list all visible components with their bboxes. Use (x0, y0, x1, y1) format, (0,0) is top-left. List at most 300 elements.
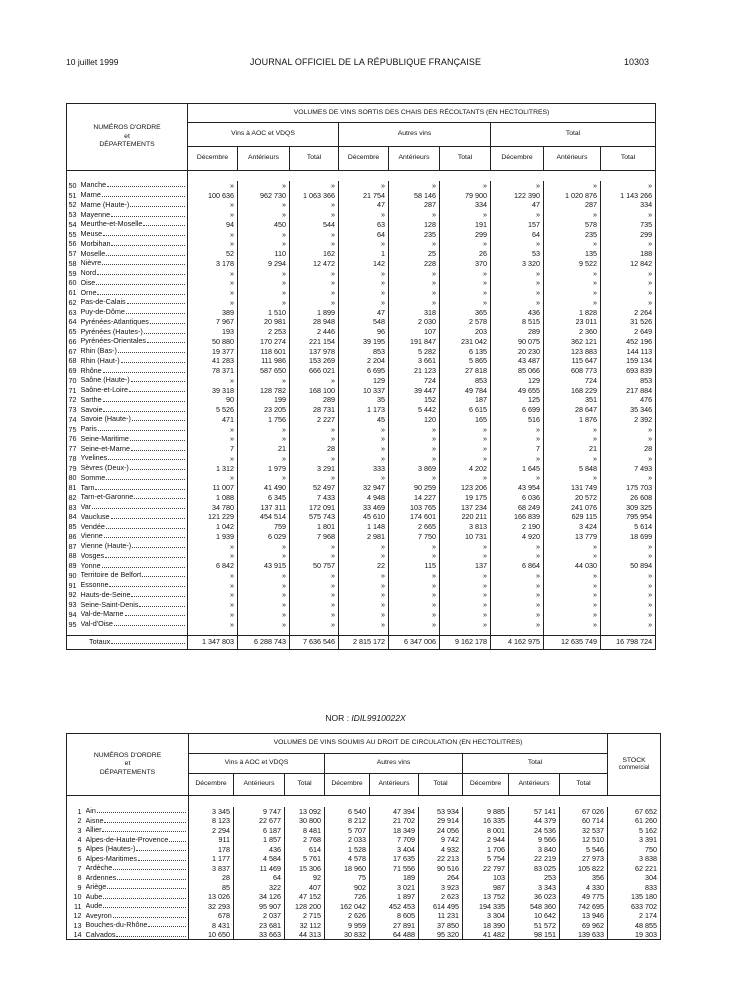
value-cell: 43 487 (491, 356, 544, 366)
value-cell: 103 765 (389, 502, 440, 512)
value-cell: » (339, 434, 389, 444)
leader-dots (139, 606, 185, 607)
sub-header: Décembre (339, 147, 389, 171)
department-name (79, 395, 188, 405)
value-cell: 902 (325, 883, 370, 893)
table-row (67, 288, 656, 298)
value-cell: » (238, 424, 290, 434)
value-cell: 452 196 (601, 337, 656, 347)
value-cell: 235 (544, 229, 601, 239)
table-row (67, 911, 661, 921)
value-cell: » (491, 600, 544, 610)
value-cell: 85 066 (491, 366, 544, 376)
sub-header: Décembre (189, 774, 234, 796)
row-number: 4 (77, 835, 82, 845)
value-cell: » (601, 551, 656, 561)
value-cell: 7 750 (389, 532, 440, 542)
value-cell: 241 076 (544, 502, 601, 512)
value-cell: » (238, 298, 290, 308)
value-cell: » (290, 610, 339, 620)
value-cell: » (238, 551, 290, 561)
department-name (79, 571, 188, 581)
leader-dots (142, 576, 185, 577)
leader-dots (103, 401, 185, 402)
value-cell: 9 747 (234, 807, 285, 817)
department-label: Pyrénées-Atlantiques (80, 317, 149, 326)
value-cell: 5 865 (440, 356, 491, 366)
value-cell: » (188, 288, 238, 298)
leader-dots (111, 245, 185, 246)
table-row (67, 873, 661, 883)
value-cell: 20 981 (238, 317, 290, 327)
value-cell: » (290, 288, 339, 298)
value-cell: 152 (389, 395, 440, 405)
value-cell: 911 (189, 835, 234, 845)
value-cell: 1 979 (238, 463, 290, 473)
table-row (67, 259, 656, 269)
value-cell: 35 (339, 395, 389, 405)
value-cell: » (601, 424, 656, 434)
value-cell: 120 (389, 415, 440, 425)
value-cell: 356 (560, 873, 608, 883)
leader-dots (129, 391, 185, 392)
department-name (79, 463, 188, 473)
department-name (79, 210, 188, 220)
value-cell: 175 703 (601, 483, 656, 493)
value-cell: 45 610 (339, 512, 389, 522)
value-cell: 544 (290, 220, 339, 230)
table-row (67, 883, 661, 893)
value-cell: 7 493 (601, 463, 656, 473)
value-cell: 21 123 (389, 366, 440, 376)
leader-dots (108, 459, 185, 460)
row-number: 84 (68, 512, 77, 522)
value-cell: 3 178 (188, 259, 238, 269)
table-row (67, 463, 656, 473)
value-cell: 587 650 (238, 366, 290, 376)
leader-dots (95, 489, 185, 490)
row-number: 6 (77, 854, 82, 864)
table-row (67, 532, 656, 542)
value-cell: » (440, 600, 491, 610)
value-cell: 162 042 (325, 902, 370, 912)
department-label: Nièvre (80, 259, 102, 268)
value-cell: 28 647 (544, 405, 601, 415)
nor-reference (0, 713, 731, 723)
value-cell: » (440, 571, 491, 581)
value-cell: » (440, 288, 491, 298)
row-number: 77 (68, 444, 77, 454)
value-cell: 5 754 (463, 854, 509, 864)
value-cell: 217 884 (601, 385, 656, 395)
value-cell: 137 (440, 561, 491, 571)
value-cell: » (238, 278, 290, 288)
value-cell: 287 (389, 200, 440, 210)
value-cell: 36 023 (509, 892, 560, 902)
value-cell: 13 092 (285, 807, 325, 817)
value-cell: » (238, 181, 290, 191)
value-cell: 67 652 (608, 807, 661, 817)
table-title: VOLUMES DE VINS SORTIS DES CHAIS DES RÉCOLTANTS (EN HECTOLITRES) (188, 104, 656, 123)
department-label: Pas-de-Calais (80, 298, 126, 307)
leader-dots (169, 841, 186, 842)
value-cell: 693 839 (601, 366, 656, 376)
value-cell: » (238, 376, 290, 386)
value-cell: » (440, 551, 491, 561)
leader-dots (118, 352, 185, 353)
value-cell: » (238, 268, 290, 278)
department-label: Vaucluse (80, 512, 110, 521)
table-row (67, 826, 661, 836)
table-row (67, 864, 661, 874)
value-cell: » (188, 434, 238, 444)
table-row (67, 902, 661, 912)
total-cell: 7 636 546 (290, 635, 339, 649)
value-cell: » (491, 571, 544, 581)
row-number: 7 (77, 863, 82, 873)
value-cell: 188 (601, 249, 656, 259)
row-number: 87 (68, 541, 77, 551)
leader-dots (130, 440, 185, 441)
leader-dots (109, 586, 185, 587)
department-name (79, 268, 188, 278)
value-cell: » (339, 541, 389, 551)
row-number: 60 (68, 278, 77, 288)
department-label: Manche (80, 181, 107, 190)
value-cell: 27 818 (440, 366, 491, 376)
leader-dots (102, 264, 185, 265)
value-cell: 53 934 (419, 807, 463, 817)
value-cell: 362 121 (544, 337, 601, 347)
value-cell: » (290, 210, 339, 220)
value-cell: 24 056 (419, 826, 463, 836)
value-cell: » (491, 551, 544, 561)
table-row (67, 561, 656, 571)
department-name (79, 220, 188, 230)
value-cell: » (290, 454, 339, 464)
value-cell: 6 842 (188, 561, 238, 571)
value-cell: » (601, 454, 656, 464)
value-cell: » (188, 551, 238, 561)
table-row (67, 337, 656, 347)
stock-header (608, 734, 661, 796)
value-cell: » (238, 619, 290, 629)
value-cell: » (440, 590, 491, 600)
value-cell: 31 526 (601, 317, 656, 327)
value-cell: 235 (389, 229, 440, 239)
value-cell: 10 731 (440, 532, 491, 542)
row-number: 71 (68, 385, 77, 395)
row-number: 86 (68, 531, 77, 541)
table-row (67, 483, 656, 493)
value-cell: » (290, 590, 339, 600)
leader-dots (111, 643, 185, 644)
value-cell: 28 (189, 873, 234, 883)
value-cell: 3 404 (370, 845, 419, 855)
value-cell: 9 566 (509, 835, 560, 845)
department-label: Alpes-de-Haute-Provence (85, 835, 169, 844)
department-name (79, 590, 188, 600)
value-cell: 18 960 (325, 864, 370, 874)
department-label: Paris (80, 425, 97, 434)
value-cell: 334 (440, 200, 491, 210)
department-label: Essonne (80, 581, 109, 590)
value-cell: » (544, 288, 601, 298)
value-cell: 3 291 (290, 463, 339, 473)
value-cell: 8 605 (370, 911, 419, 921)
table-chais-recoltants (66, 103, 656, 650)
department-label: Yvelines (80, 454, 108, 463)
row-number: 53 (68, 210, 77, 220)
value-cell: 334 (601, 200, 656, 210)
value-cell: » (188, 239, 238, 249)
value-cell: 795 954 (601, 512, 656, 522)
stock-label: STOCK (622, 756, 646, 764)
value-cell: » (491, 424, 544, 434)
value-cell: 47 394 (370, 807, 419, 817)
value-cell: 2 190 (491, 522, 544, 532)
leader-dots (131, 596, 185, 597)
value-cell: 322 (234, 883, 285, 893)
value-cell: 33 663 (234, 930, 285, 940)
value-cell: 2 174 (608, 911, 661, 921)
table-row (67, 298, 656, 308)
leader-dots (92, 508, 185, 509)
value-cell: » (188, 454, 238, 464)
group-header: Total (463, 754, 608, 774)
value-cell: 168 229 (544, 385, 601, 395)
value-cell: 724 (544, 376, 601, 386)
value-cell: » (290, 580, 339, 590)
department-label: Saône (Haute-) (80, 376, 130, 385)
leader-dots (121, 362, 185, 363)
leader-dots (106, 255, 185, 256)
value-cell: » (339, 210, 389, 220)
value-cell: 289 (491, 327, 544, 337)
leader-dots (104, 822, 186, 823)
value-cell: 3 661 (389, 356, 440, 366)
value-cell: » (491, 590, 544, 600)
value-cell: 2 030 (389, 317, 440, 327)
value-cell: 318 (389, 307, 440, 317)
value-cell: 3 021 (370, 883, 419, 893)
department-label: Vosges (80, 551, 105, 560)
row-number: 95 (68, 619, 77, 629)
value-cell: » (389, 590, 440, 600)
leader-dots (97, 812, 186, 813)
value-cell: 3 320 (491, 259, 544, 269)
value-cell: » (290, 551, 339, 561)
department-name (79, 444, 188, 454)
department-name (79, 190, 188, 200)
department-name (84, 835, 189, 845)
value-cell: 28 948 (290, 317, 339, 327)
value-cell: 614 495 (419, 902, 463, 912)
value-cell: » (339, 551, 389, 561)
value-cell: » (339, 268, 389, 278)
value-cell: 3 838 (608, 854, 661, 864)
value-cell: 1 756 (238, 415, 290, 425)
value-cell: 103 (463, 873, 509, 883)
value-cell: 3 837 (189, 864, 234, 874)
value-cell: » (440, 210, 491, 220)
value-cell: » (440, 268, 491, 278)
sub-header: Antérieurs (370, 774, 419, 796)
value-cell: » (339, 298, 389, 308)
value-cell: » (601, 288, 656, 298)
value-cell: 50 894 (601, 561, 656, 571)
value-cell: » (440, 473, 491, 483)
value-cell: 1 528 (325, 845, 370, 855)
value-cell: 137 311 (238, 502, 290, 512)
value-cell: 6 615 (440, 405, 491, 415)
value-cell: 153 269 (290, 356, 339, 366)
value-cell: 165 (440, 415, 491, 425)
value-cell: 221 154 (290, 337, 339, 347)
value-cell: 7 968 (290, 532, 339, 542)
totals-label-text: Totaux (89, 638, 111, 646)
leader-dots (103, 411, 185, 412)
value-cell: 174 601 (389, 512, 440, 522)
value-cell: 21 702 (370, 816, 419, 826)
value-cell: 20 230 (491, 346, 544, 356)
value-cell: 2 665 (389, 522, 440, 532)
value-cell: 121 229 (188, 512, 238, 522)
table-row (67, 327, 656, 337)
value-cell: » (491, 210, 544, 220)
group-header: Total (491, 123, 656, 147)
value-cell: 24 536 (509, 826, 560, 836)
total-cell: 12 635 749 (544, 635, 601, 649)
sub-header: Antérieurs (238, 147, 290, 171)
department-name (79, 356, 188, 366)
value-cell: 1 173 (339, 405, 389, 415)
value-cell: 123 206 (440, 483, 491, 493)
value-cell: 43 954 (491, 483, 544, 493)
value-cell: 39 195 (339, 337, 389, 347)
department-name (79, 229, 188, 239)
value-cell: 516 (491, 415, 544, 425)
leader-dots (148, 926, 186, 927)
value-cell: » (188, 571, 238, 581)
value-cell: 44 379 (509, 816, 560, 826)
value-cell: » (544, 600, 601, 610)
value-cell: 987 (463, 883, 509, 893)
value-cell: 11 469 (234, 864, 285, 874)
value-cell: 4 330 (560, 883, 608, 893)
department-name (79, 181, 188, 191)
leader-dots (97, 274, 185, 275)
value-cell: 7 967 (188, 317, 238, 327)
row-number: 93 (68, 600, 77, 610)
group-header: Autres vins (325, 754, 463, 774)
value-cell: 962 730 (238, 190, 290, 200)
value-cell: 2 715 (285, 911, 325, 921)
value-cell: 162 (290, 249, 339, 259)
value-cell: » (601, 590, 656, 600)
value-cell: 833 (608, 883, 661, 893)
department-name (79, 200, 188, 210)
leader-dots (132, 547, 185, 548)
table-row (67, 376, 656, 386)
row-number: 12 (73, 911, 82, 921)
group-header: Vins à AOC et VDQS (189, 754, 325, 774)
value-cell: 64 488 (370, 930, 419, 940)
row-number: 85 (68, 522, 77, 532)
value-cell: 9 742 (419, 835, 463, 845)
group-header: Vins à AOC et VDQS (188, 123, 339, 147)
sub-header: Décembre (491, 147, 544, 171)
value-cell: 1 857 (234, 835, 285, 845)
value-cell: » (188, 181, 238, 191)
value-cell: » (544, 278, 601, 288)
sub-header: Total (560, 774, 608, 796)
value-cell: » (544, 210, 601, 220)
value-cell: 10 337 (339, 385, 389, 395)
sub-header: Total (601, 147, 656, 171)
value-cell: 170 274 (238, 337, 290, 347)
value-cell: 1 148 (339, 522, 389, 532)
value-cell: 548 (339, 317, 389, 327)
leader-dots (111, 216, 185, 217)
value-cell: » (491, 181, 544, 191)
value-cell: 476 (601, 395, 656, 405)
total-cell: 1 347 803 (188, 635, 238, 649)
value-cell: 118 601 (238, 346, 290, 356)
leader-dots (138, 860, 186, 861)
leader-dots (130, 469, 185, 470)
value-cell: 2 037 (234, 911, 285, 921)
value-cell: » (238, 580, 290, 590)
value-cell: 26 608 (601, 493, 656, 503)
value-cell: 21 (238, 444, 290, 454)
value-cell: » (339, 239, 389, 249)
value-cell: 128 782 (238, 385, 290, 395)
leader-dots (144, 333, 185, 334)
department-label: Val-de-Marne (80, 610, 124, 619)
value-cell: 1 939 (188, 532, 238, 542)
value-cell: 100 636 (188, 190, 238, 200)
value-cell: 199 (238, 395, 290, 405)
value-cell: » (544, 580, 601, 590)
department-label: Val-d'Oise (80, 620, 113, 629)
value-cell: 49 775 (560, 892, 608, 902)
value-cell: 21 754 (339, 190, 389, 200)
department-label: Moselle (80, 249, 106, 258)
value-cell: » (440, 444, 491, 454)
value-cell: 5 526 (188, 405, 238, 415)
value-cell: 3 923 (419, 883, 463, 893)
value-cell: » (544, 541, 601, 551)
sub-header: Antérieurs (389, 147, 440, 171)
value-cell: » (389, 454, 440, 464)
value-cell: 1 510 (238, 307, 290, 317)
department-label: Saône-et-Loire (80, 386, 129, 395)
total-cell: 16 798 724 (601, 635, 656, 649)
value-cell: » (339, 473, 389, 483)
department-name (79, 259, 188, 269)
value-cell: 220 211 (440, 512, 491, 522)
value-cell: 43 915 (238, 561, 290, 571)
value-cell: » (188, 376, 238, 386)
value-cell: 22 (339, 561, 389, 571)
department-label: Rhin (Haut-) (80, 356, 120, 365)
table-title: VOLUMES DE VINS SOUMIS AU DROIT DE CIRCULATION (EN HECTOLITRES) (189, 734, 608, 754)
value-cell: » (440, 278, 491, 288)
value-cell: 44 030 (544, 561, 601, 571)
value-cell: 6 135 (440, 346, 491, 356)
value-cell: 1 042 (188, 522, 238, 532)
